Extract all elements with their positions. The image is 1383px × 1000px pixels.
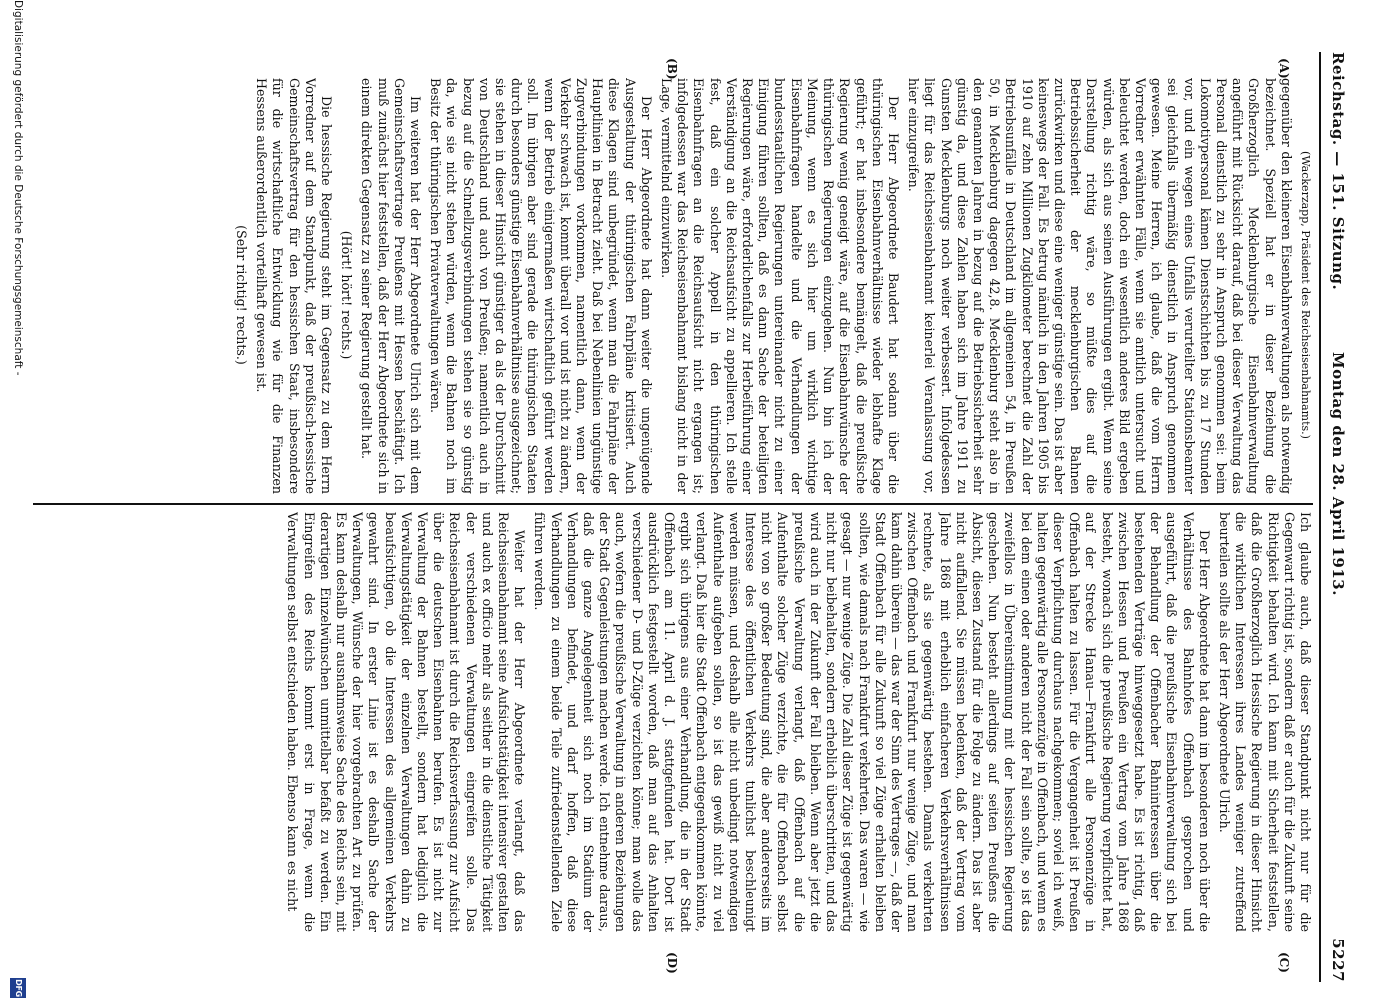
- header-date: Montag den 28. April 1913.: [1329, 352, 1347, 596]
- left-column-paragraph: gegenüber den kleineren Eisenbahnverwaltungen als notwendig bezeichnet. Speziell hat er in dieser Beziehung die Großherzoglich Mecklenburgische Eisenbahnverwaltung angeführt mit Rücksicht darauf, daß bei dieser Verwaltung das Personal dienstlich zu sehr in Anspruch genommen sei: beim Lokomotivpersonal kämen Dienstschichten bis zu 17 Stunden vor, und ein wegen eines Unfalls verurteilter Stationsbeamter sei gleichfalls übermäßig dienstlich in Anspruch genommen gewesen. Meine Herren, ich glaube, daß die vom Herrn Vorredner erwähnten Fälle, wenn sie amtlich untersucht und beleuchtet werden, doch ein wesentlich anderes Bild ergeben würden, als sich aus seinen Ausführungen ergibt. Wenn seine Darstellung richtig wäre, so müßte dies auf die Betriebssicherheit der mecklenburgischen Bahnen zurückwirken und diese eine weniger günstige sein. Das ist aber keineswegs der Fall. Es betrug nämlich in den Jahren 1905 bis 1910 auf zehn Millionen Zugkilometer berechnet die Zahl der Betriebsunfälle in Deutschland im allgemeinen 54, in Preußen 50, in Mecklenburg dagegen 42,8. Mecklenburg steht also in den genannten Jahren in bezug auf die Betriebssicherheit sehr günstig da, und diese Zahlen haben sich im Jahre 1911 zu Gunsten Mecklenburgs noch weiter verbessert. Infolgedessen liegt für das Reichseisenbahnamt keinerlei Veranlassung vor, hier einzugreifen.: [906, 78, 1294, 494]
- right-column-paragraph: Ich glaube auch, daß dieser Standpunkt nicht nur für die Gegenwart richtig ist, sondern daß er auch für die Zukunft seine Richtigkeit behalten wird. Ich kann mit Sicherheit feststellen, daß die Großherzoglich Hessische Regierung in dieser Hinsicht die wirklichen Interessen ihres Landes weniger zutreffend beurteilen sollte als der Herr Abgeordnete Ulrich.: [1216, 512, 1313, 932]
- margin-marker-b: (B): [665, 58, 679, 80]
- right-column-paragraph: Der Herr Abgeordnete hat dann im besonderen noch über die Verhältnisse des Bahnhofes Offenbach gesprochen und ausgeführt, daß die preußische Eisenbahnverwaltung sich bei der Behandlung der Offenbacher Bahninteressen über die bestehenden Verträge hinweggesetzt habe. Es ist richtig, daß zwischen Hessen und Preußen ein Vertrag vom Jahre 1868 besteht, wonach sich die preußische Regierung verpflichtet hat, auf der Strecke Hanau—Frankfurt alle Personenzüge in Offenbach halten zu lassen. Für die Vergangenheit ist Preußen dieser Verpflichtung durchaus nachgekommen; soviel ich weiß, halten gegenwärtig alle Personenzüge in Offenbach, und wenn es bei dem einen oder anderen nicht der Fall sein sollte, so ist das zweifellos in Übereinstimmung mit der hessischen Regierung geschehen. Nun besteht allerdings auf seiten Preußens die Absicht, diesen Zustand für die Folge zu ändern. Das ist aber nicht auffallend. Sie müssen bedenken, daß der Vertrag vom Jahre 1868 mit erheblich einfacheren Verkehrsverhältnissen rechnete, als sie gegenwärtig bestehen. Damals verkehrten zwischen Offenbach und Frankfurt nur wenige Züge, und man kam dahin überein — das war der Sinn des Vertrages —, daß der Stadt Offenbach für alle Zukunft so viel Züge erhalten bleiben sollten, wie damals nach Frankfurt verkehrten. Das waren — wie gesagt — nur wenige Züge. Die Zahl dieser Züge ist gegenwärtig nicht nur beibehalten, sondern erheblich überschritten, und das wird auch in der Zukunft der Fall bleiben. Wenn aber jetzt die preußische Verwaltung verlangt, daß Offenbach auf die Aufenthalte solcher Züge verzichte, die für Offenbach selbst nicht von so großer Bedeutung sind, die aber andererseits im Interesse des öffentlichen Verkehrs tunlichst beschleunigt werden müssen, und deshalb alle nicht unbedingt notwendigen Aufenthalte aufgeben sollen, so ist das gewiß nicht zu viel verlangt. Daß hier die Stadt Offenbach entgegenkommen könnte, ergibt sich übrigens aus einer Verhandlung, die in der Stadt Offenbach am 11. April d. J. stattgefunden hat. Dort ist ausdrücklich festgestellt worden, daß man auf das Anhalten verschiedener D- und D-Züge verzichten könne; man wolle das auch, wofern die preußische Verwaltung in anderen Beziehungen der Stadt Gegenleistungen machen werde. Ich entnehme daraus, daß die ganze Angelegenheit sich noch im Stadium der Verhandlungen befindet, und darf hoffen, daß diese Verhandlungen zu einem beide Teile zufriedenstellenden Ziele führen werden.: [532, 512, 1212, 932]
- right-column-paragraph: Weiter hat der Herr Abgeordnete verlangt, daß das Reichseisenbahnamt seine Aufsichtstätigkeit intensiver gestalten und auch ex officio mehr als seither in die dienstliche Tätigkeit der verschiedenen Verwaltungen eingreifen solle. Das Reichseisenbahnamt ist durch die Reichsverfassung zur Aufsicht über die deutschen Eisenbahnen berufen. Es ist nicht zur Verwaltung der Bahnen bestellt, sondern hat lediglich die Verwaltungstätigkeit der einzelnen Verwaltungen dahin zu beaufsichtigen, ob die Interessen des allgemeinen Verkehrs gewahrt sind. In erster Linie ist es deshalb Sache der Verwaltungen, Wünsche der hier vorgebrachten Art zu prüfen. Es kann deshalb nur ausnahmsweise Sache des Reichs sein, mit derartigen Einzelwünschen unmittelbar befaßt zu werden. Ein Eingreifen des Reichs kommt erst in Frage, wenn die Verwaltungen selbst entschieden haben. Ebenso kann es nicht: [285, 512, 528, 932]
- left-column-paragraph: (Sehr richtig! rechts.): [234, 225, 249, 365]
- left-column-paragraph: Der Herr Abgeordnete hat dann weiter die ungenügende Ausgestaltung der thüringischen Fahrpläne kritisiert. Auch diese Klagen sind unbegründet, wenn man die Fahrpläne der Hauptlinien in Betracht zieht. Daß bei Nebenlinien ungünstige Zugverbindungen vorkommen, namentlich dann, wenn der Verkehr schwach ist, kommt überall vor und ist nicht zu ändern, wenn der Betrieb einigermaßen wirtschaftlich geführt werden soll. Im übrigen aber sind gerade die thüringischen Staaten durch besonders günstige Eisenbahnverhältnisse ausgezeichnet; sie stehen in dieser Hinsicht günstiger da als der Durchschnitt von Deutschland und auch von Preußen; namentlich auch in bezug auf die Schnellzugsverbindungen stehen sie so günstig da, wie sie nicht stehen würden, wenn die Bahnen noch im Besitz der thüringischen Privatverwaltungen wären.: [428, 78, 654, 494]
- page-number: 5227: [1329, 938, 1347, 982]
- digitization-footer: [6, 0, 28, 1000]
- left-column-paragraph: (Hört! hört! rechts.): [339, 230, 355, 360]
- left-column-paragraph: Die hessische Regierung steht im Gegensatz zu dem Herrn Vorredner auf dem Standpunkt, daß der preußisch-hessische Gemeinschaftsvertrag für den hessischen Staat, insbesondere für die wirtschaftliche Entwicklung wie für die Finanzen Hessens außerordentlich vorteilhaft gewesen ist.: [254, 78, 335, 494]
- header-session: Reichstag. — 151. Sitzung.: [1329, 52, 1347, 291]
- left-column-paragraph: Im weiteren hat der Herr Abgeordnete Ulrich sich mit dem Gemeinschaftsvertrage Preußens mit Hessen beschäftigt. Ich muß zunächst hier feststellen, daß der Herr Abgeordnete sich in einem direkten Gegensatz zu seiner Regierung gestellt hat.: [359, 78, 424, 494]
- left-column-paragraph: Der Herr Abgeordnete Baudert hat sodann über die thüringischen Eisenbahnverhältnisse wieder lebhafte Klage geführt; er hat insbesondere bemängelt, daß die preußische Regierung wenig geneigt wäre, auf die Eisenbahnwünsche der thüringischen Regierungen einzugehen. Nun bin ich der Meinung, wenn es sich hier um wirklich wichtige Eisenbahnfragen handelte und die Verhandlungen der bundesstaatlichen Regierungen untereinander nicht zu einer Einigung führen sollten, daß es dann Sache der beteiligten Regierungen wäre, erforderlichenfalls zur Herbeiführung einer Verständigung an die Reichsaufsicht zu appellieren. Ich stelle fest, daß ein solcher Appell in den thüringischen Eisenbahnfragen an die Reichsaufsicht nicht ergangen ist; infolgedessen war das Reichseisenbahnamt bislang nicht in der Lage, vermittelnd einzuwirken.: [659, 78, 901, 494]
- dfg-logo: DFG: [10, 978, 26, 998]
- left-column-paragraph: (Wackerzapp, Präsident des Reichseisenbahnamts.): [1299, 151, 1312, 439]
- column-divider: [33, 503, 1313, 505]
- margin-marker-a: (A): [1277, 58, 1291, 79]
- margin-marker-d: (D): [665, 952, 679, 974]
- left-text-column: [40, 78, 1313, 494]
- margin-marker-c: (C): [1277, 952, 1291, 973]
- footer-credit: Digitalisierung gefördert durch die Deutsche Forschungsgemeinschaft -: [12, 0, 24, 376]
- right-text-column: [40, 512, 1313, 932]
- page-header: [1319, 52, 1355, 982]
